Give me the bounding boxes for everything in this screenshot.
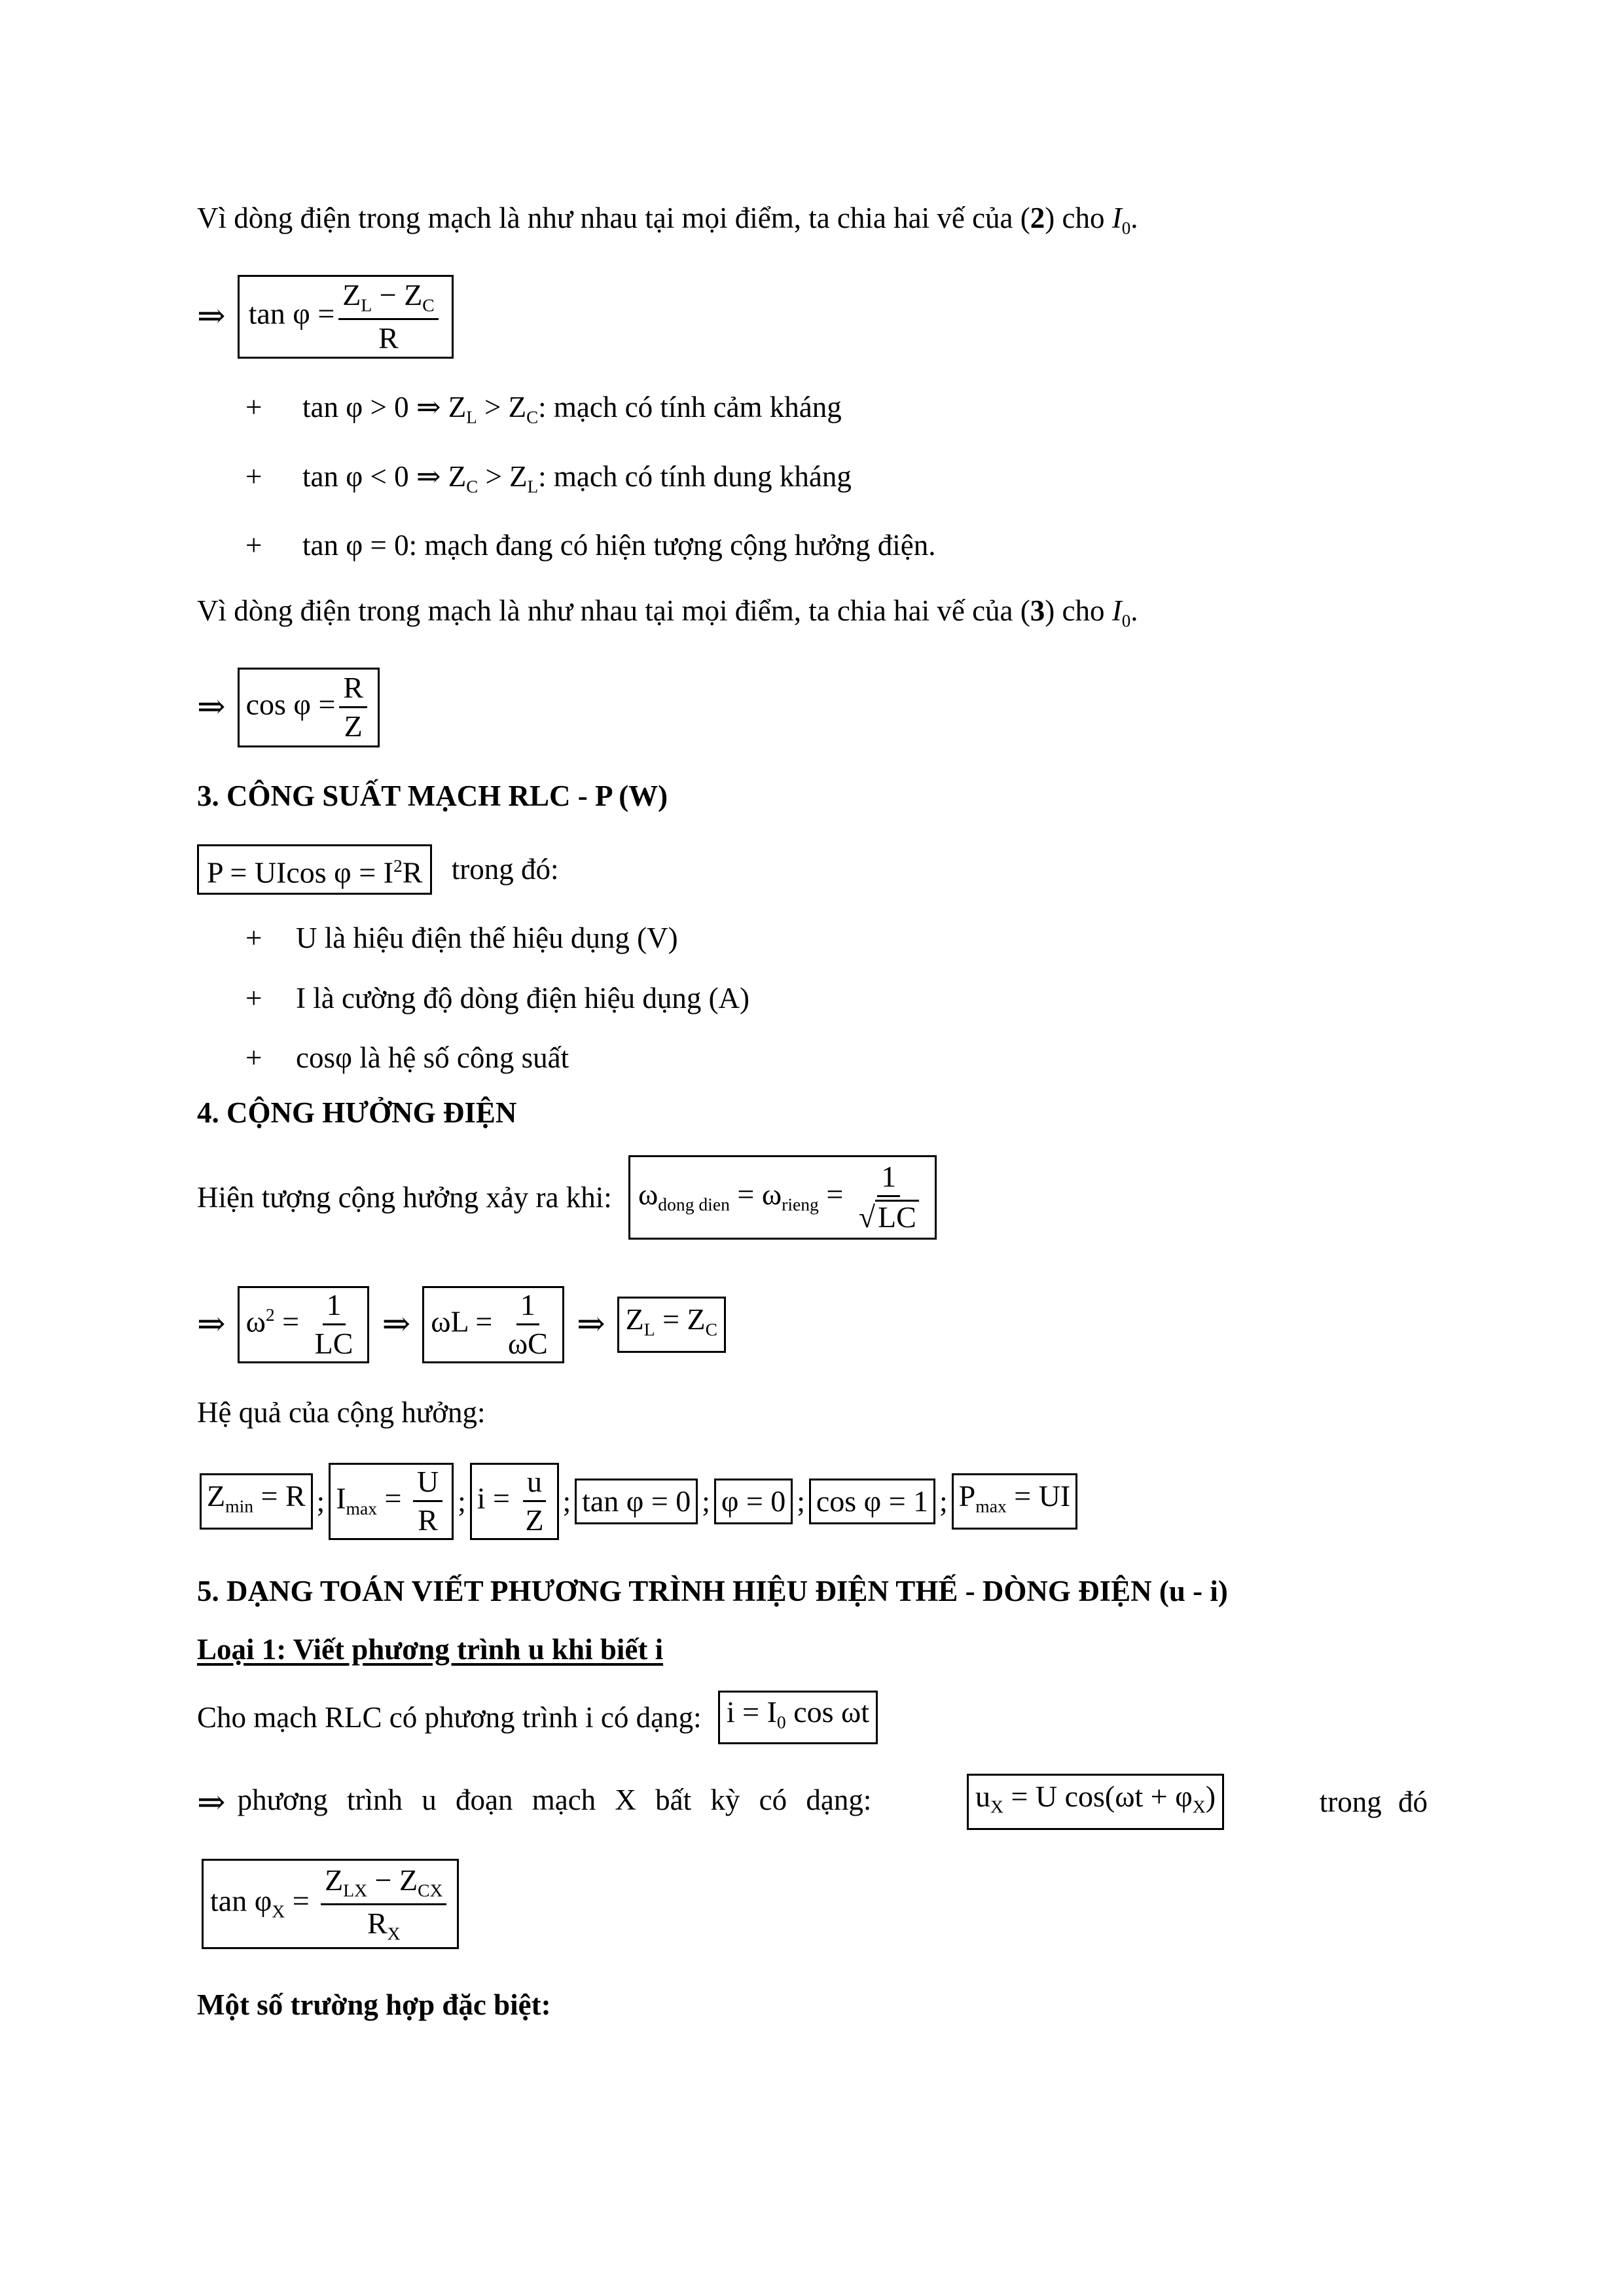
- resonance-consequences: $Z_{min} = R$ ; $I_{max}$ = $\frac{U}{R}$ ; i = $\frac{u}{Z}$ ; tan φ = 0 ; φ = 0 ; cos φ = 1 ; $P_{max}$ = UI: [200, 1463, 1077, 1540]
- cos-phi-formula: ⇒ cos φ = $\frac{R}{Z}$: [197, 668, 380, 747]
- resonance-derivation-line: ⇒ $\omega^2$ = $\frac{1}{LC}$ ⇒ ωL = $\frac{1}{\omega C}$ ⇒ $Z_L = Z_C$: [197, 1286, 726, 1363]
- power-bullet-2: I là cường độ dòng điện hiệu dụng (A): [296, 982, 750, 1014]
- loai-1-heading: Loại 1: Viết phương trình u khi biết i: [197, 1633, 664, 1666]
- tan-phi-formula: ⇒ tan φ = $\frac{Z_L - Z_C}{R}$: [197, 275, 454, 359]
- he-qua-label: Hệ quả của cộng hưởng:: [197, 1396, 486, 1429]
- bullet-plus: +: [245, 391, 262, 423]
- tan-bullet-1: tan φ > 0 ⇒ $Z_L > Z_C$: mạch có tính cảm kháng: [302, 391, 842, 427]
- section-5-heading: 5. DẠNG TOÁN VIẾT PHƯƠNG TRÌNH HIỆU ĐIỆN THẾ - DÒNG ĐIỆN (u - i): [197, 1575, 1228, 1607]
- tan-bullet-3: tan φ = 0: mạch đang có hiện tượng cộng hưởng điện.: [302, 529, 936, 562]
- bullet-plus: +: [245, 460, 262, 493]
- bullet-plus: +: [245, 529, 262, 562]
- special-cases-heading: Một số trường hợp đặc biệt:: [197, 1988, 551, 2021]
- paragraph-divide-3: Vì dòng điện trong mạch là như nhau tại mọi điểm, ta chia hai vế của (3) cho $I_0$.: [197, 594, 1138, 631]
- tan-phi-x-formula: $\tan \varphi_X$ = $\frac{Z_{LX} - Z_{CX}}{R_X}$: [202, 1859, 459, 1949]
- section-4-heading: 4. CỘNG HƯỞNG ĐIỆN: [197, 1096, 517, 1129]
- power-bullet-3: cosφ là hệ số công suất: [296, 1041, 569, 1074]
- section-3-heading: 3. CÔNG SUẤT MẠCH RLC - P (W): [197, 780, 668, 812]
- u-equation-line: ⇒ phương trình u đoạn mạch X bất kỳ có dạng: $u_X = U$ $\cos(\omega t + \varphi_X)$ trong đó: [197, 1774, 1428, 1830]
- power-bullet-1: U là hiệu điện thế hiệu dụng (V): [296, 922, 678, 954]
- power-formula-line: P = UIcos $\varphi = I^2R$ trong đó:: [197, 844, 558, 895]
- i-equation-line: Cho mạch RLC có phương trình i có dạng: $i = I_0$ cos ωt: [197, 1691, 878, 1744]
- bullet-plus: +: [245, 1041, 262, 1074]
- bullet-plus: +: [245, 922, 262, 954]
- resonance-condition-line: Hiện tượng cộng hưởng xảy ra khi: $\omega_{dong dien} = \omega_{rieng}$ = $\frac{1}{√LC}$: [197, 1155, 937, 1240]
- paragraph-divide-2: Vì dòng điện trong mạch là như nhau tại mọi điểm, ta chia hai vế của (2) cho $I_0$.: [197, 202, 1138, 238]
- tan-bullet-2: tan φ < 0 ⇒ $Z_C > Z_L$: mạch có tính dung kháng: [302, 460, 852, 497]
- bullet-plus: +: [245, 982, 262, 1014]
